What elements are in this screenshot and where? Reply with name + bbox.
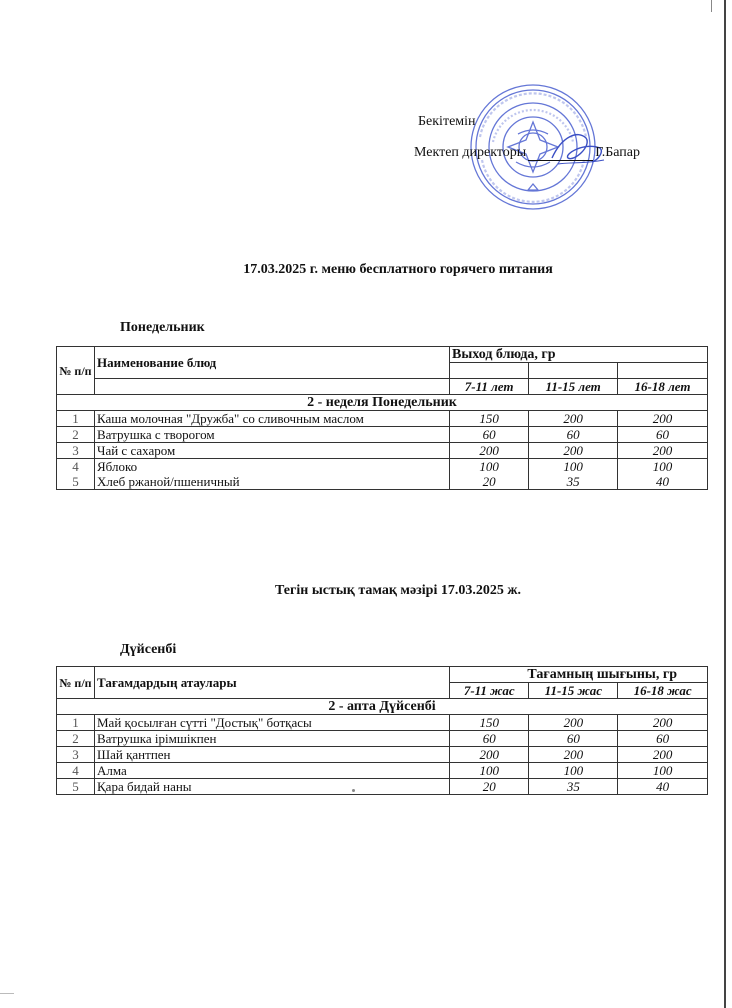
portion-value: 200: [529, 443, 618, 459]
portion-value: 40: [618, 779, 708, 795]
menu-table-kz: [56, 666, 708, 795]
portion-value: 60: [529, 427, 618, 443]
scan-corner-mark: [0, 993, 14, 1008]
portion-cell: [450, 459, 529, 490]
portion-value: 60: [450, 427, 529, 443]
portion-value: 200: [529, 411, 618, 427]
scan-speck: [352, 789, 355, 792]
portion-value: 60: [529, 731, 618, 747]
table-row-merged: [57, 459, 708, 490]
portion-value: 150: [450, 411, 529, 427]
portion-value: 200: [618, 715, 708, 731]
empty-cell: [529, 363, 618, 379]
row-number: 4: [57, 763, 95, 779]
row-number: 5: [57, 779, 95, 795]
age-header: 11-15 жас: [529, 683, 618, 699]
scan-edge-line: [724, 0, 726, 1008]
row-number: 1: [57, 715, 95, 731]
table-row: [57, 715, 708, 731]
table-row: [57, 731, 708, 747]
portion-value: 200: [618, 411, 708, 427]
portion-value: 100: [450, 763, 529, 779]
menu-title-ru: 17.03.2025 г. меню бесплатного горячего питания: [243, 262, 553, 277]
portion-value: 35: [566, 474, 580, 489]
portion-value: 100: [479, 459, 499, 474]
row-number-cell: [57, 459, 95, 490]
empty-cell: [618, 363, 708, 379]
portion-value: 60: [618, 427, 708, 443]
dish-name: Май қосылған сүтті "Достық" ботқасы: [95, 715, 450, 731]
portion-value: 100: [652, 459, 673, 474]
age-header: 7-11 жас: [450, 683, 529, 699]
portion-value: 20: [482, 474, 496, 489]
day-label-ru: Понедельник: [120, 320, 205, 335]
week-row: 2 - апта Дүйсенбі: [57, 699, 708, 715]
portion-value: 60: [450, 731, 529, 747]
portion-value: 100: [618, 763, 708, 779]
portion-value: 100: [529, 763, 618, 779]
director-title: Мектеп директоры: [414, 145, 527, 160]
week-row: 2 - неделя Понедельник: [57, 395, 708, 411]
approval-director-line: [414, 145, 640, 161]
menu-title-kz: Тегін ыстық тамақ мәзірі 17.03.2025 ж.: [275, 583, 521, 598]
director-name: Г.Бапар: [595, 145, 641, 160]
dish-name: Алма: [95, 763, 450, 779]
row-number: 3: [57, 747, 95, 763]
table-row: [57, 779, 708, 795]
signature-line: [528, 146, 593, 161]
row-number: 3: [57, 443, 95, 459]
dish-name: Каша молочная "Дружба" со сливочным маслом: [95, 411, 450, 427]
portion-value: 20: [450, 779, 529, 795]
col-no-header: № п/п: [57, 667, 95, 699]
dish-name: Шай қантпен: [95, 747, 450, 763]
row-number: 4: [72, 459, 79, 474]
dish-name: Чай с сахаром: [95, 443, 450, 459]
col-no-header: № п/п: [57, 347, 95, 395]
portion-value: 35: [529, 779, 618, 795]
age-header: 16-18 жас: [618, 683, 708, 699]
portion-value: 200: [618, 443, 708, 459]
dish-name: Ватрушка с творогом: [95, 427, 450, 443]
dish-name-cell: [95, 459, 450, 490]
empty-cell: [95, 379, 450, 395]
approval-label: Бекітемін: [418, 114, 476, 129]
dish-name: Хлеб ржаной/пшеничный: [97, 474, 240, 489]
dish-name: Ватрушка ірімшікпен: [95, 731, 450, 747]
age-header: 11-15 лет: [529, 379, 618, 395]
portion-value: 200: [450, 443, 529, 459]
dish-name: Яблоко: [97, 459, 138, 474]
day-label-kz: Дүйсенбі: [120, 642, 177, 657]
dish-name: Қара бидай наны: [95, 779, 450, 795]
empty-cell: [450, 363, 529, 379]
table-row: [57, 411, 708, 427]
portion-value: 200: [529, 715, 618, 731]
age-header: 7-11 лет: [450, 379, 529, 395]
portion-value: 100: [563, 459, 583, 474]
portion-value: 40: [656, 474, 670, 489]
portion-value: 200: [618, 747, 708, 763]
row-number: 2: [57, 731, 95, 747]
col-name-header: Тағамдардың атаулары: [95, 667, 450, 699]
table-row: [57, 427, 708, 443]
row-number: 2: [57, 427, 95, 443]
table-row: [57, 763, 708, 779]
col-output-header: Тағамның шығыны, гр: [450, 667, 708, 683]
age-header: 16-18 лет: [618, 379, 708, 395]
table-row: [57, 747, 708, 763]
col-output-header: Выход блюда, гр: [450, 347, 708, 363]
scan-corner-mark: [711, 0, 722, 12]
portion-value: 60: [618, 731, 708, 747]
menu-table-ru: [56, 346, 708, 490]
portion-value: 200: [529, 747, 618, 763]
row-number: 5: [72, 474, 79, 489]
portion-cell: [618, 459, 708, 490]
portion-cell: [529, 459, 618, 490]
portion-value: 200: [450, 747, 529, 763]
portion-value: 150: [450, 715, 529, 731]
table-row: [57, 443, 708, 459]
col-name-header: Наименование блюд: [95, 347, 450, 379]
row-number: 1: [57, 411, 95, 427]
